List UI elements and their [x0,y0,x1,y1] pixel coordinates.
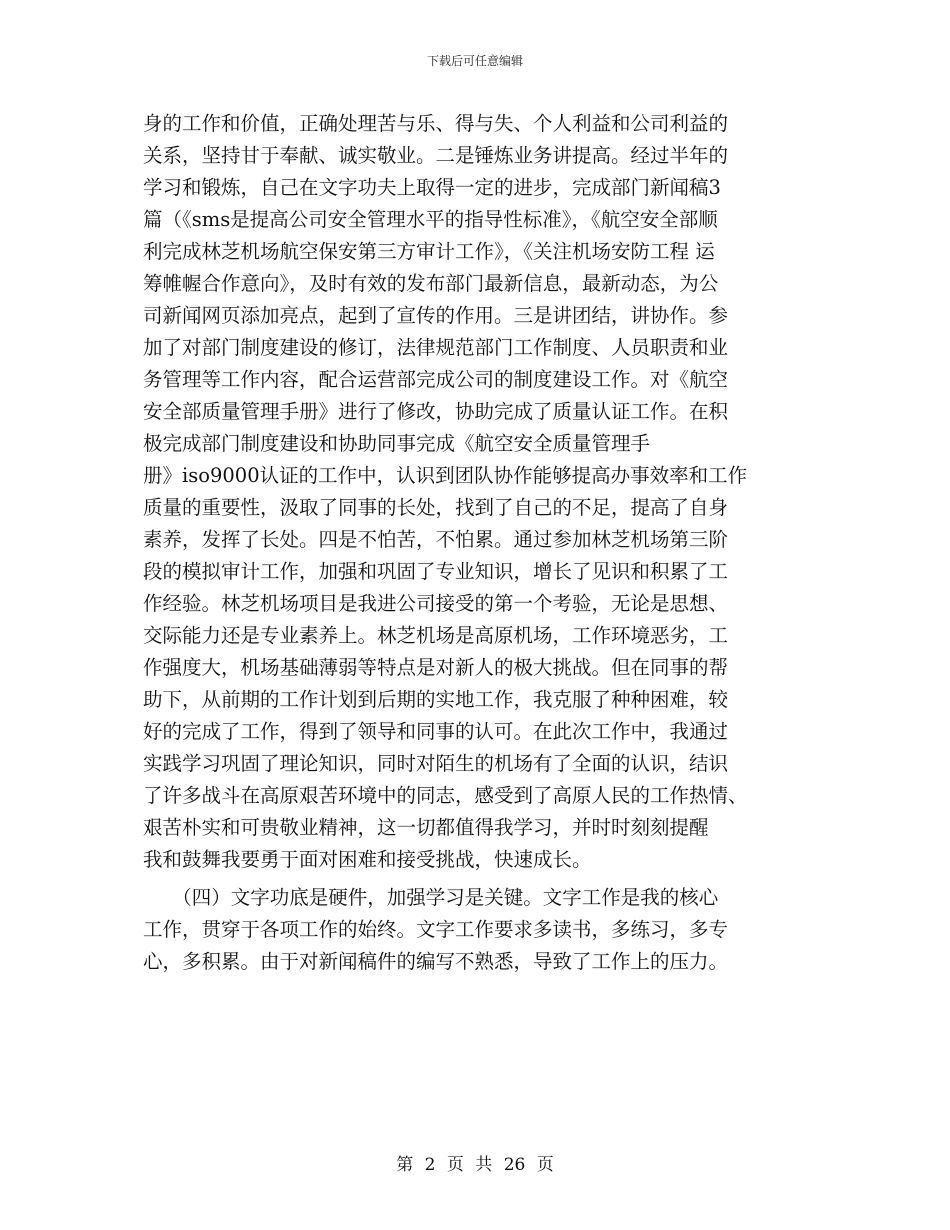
text-line: 了许多战斗在高原艰苦环境中的同志，感受到了高原人民的工作热情、 [143,784,748,807]
text-line: 学习和锻炼，自己在文字功夫上取得一定的进步，完成部门新闻稿3 [143,176,721,199]
text-line: 段的模拟审计工作，加强和巩固了专业知识，增长了见识和积累了工 [143,560,729,583]
text-line: 利完成林芝机场航空保安第三方审计工作》，《关注机场安防工程 运 [143,240,715,263]
text-line: 素养，发挥了长处。四是不怕苦，不怕累。通过参加林芝机场第三阶 [143,528,729,551]
text-line: 极完成部门制度建设和协助同事完成《航空安全质量管理手 [143,432,651,455]
text-line: 作经验。林芝机场项目是我进公司接受的第一个考验，无论是思想、 [143,592,729,615]
text-line: 身的工作和价值，正确处理苦与乐、得与失、个人利益和公司利益的 [143,112,729,135]
text-line: 艰苦朴实和可贵敬业精神，这一切都值得我学习，并时时刻刻提醒 [143,816,709,839]
text-line: 助下，从前期的工作计划到后期的实地工作，我克服了种种困难，较 [143,688,729,711]
text-line: 作强度大，机场基础薄弱等特点是对新人的极大挑战。但在同事的帮 [143,656,729,679]
document-body [143,108,815,978]
text-line: 篇（《sms是提高公司安全管理水平的指导性标准》，《航空安全部顺 [143,208,718,231]
text-line: 安全部质量管理手册》进行了修改，协助完成了质量认证工作。在积 [143,400,729,423]
page-header: 下载后可任意编辑 [426,54,523,68]
text-line: 司新闻网页添加亮点，起到了宣传的作用。三是讲团结，讲协作。参 [143,304,729,327]
text-line: 册》iso9000认证的工作中，认识到团队协作能够提高办事效率和工作 [143,464,748,487]
text-line: 心，多积累。由于对新闻稿件的编写不熟悉，导致了工作上的压力。 [143,950,729,973]
text-line: 筹帷幄合作意向》，及时有效的发布部门最新信息，最新动态，为公 [143,272,719,295]
text-line: 交际能力还是专业素养上。林芝机场是高原机场，工作环境恶劣，工 [143,624,729,647]
text-line: 工作，贯穿于各项工作的始终。文字工作要求多读书，多练习，多专 [143,918,729,941]
text-line: 质量的重要性，汲取了同事的长处，找到了自己的不足，提高了自身 [143,496,729,519]
text-line: 关系，坚持甘于奉献、诚实敬业。二是锤炼业务讲提高。经过半年的 [143,144,729,167]
text-line: 加了对部门制度建设的修订，法律规范部门工作制度、人员职责和业 [143,336,729,359]
text-line: （四）文字功底是硬件，加强学习是关键。文字工作是我的核心 [143,886,719,909]
text-line: 我和鼓舞我要勇于面对困难和接受挑战，快速成长。 [143,848,592,871]
text-line: 实践学习巩固了理论知识，同时对陌生的机场有了全面的认识，结识 [143,752,729,775]
text-line: 务管理等工作内容，配合运营部完成公司的制度建设工作。对《航空 [143,368,729,391]
text-line: 好的完成了工作，得到了领导和同事的认可。在此次工作中，我通过 [143,720,729,743]
page-footer: 第 2 页 共 26 页 [396,1155,554,1175]
